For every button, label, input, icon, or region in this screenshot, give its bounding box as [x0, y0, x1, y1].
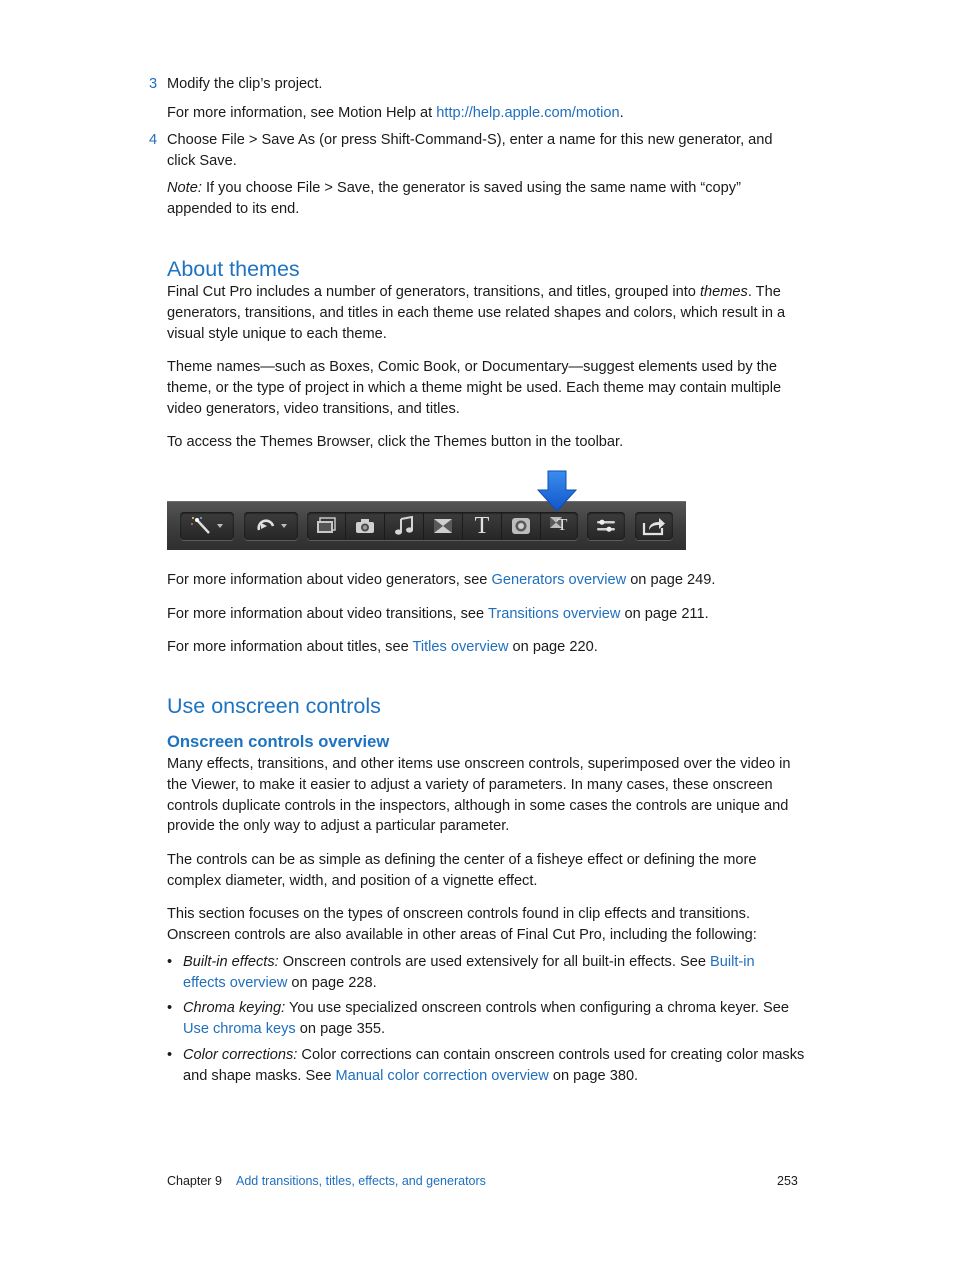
bullet-marker: •	[167, 1047, 173, 1063]
generators-overview-link[interactable]: Generators overview	[491, 572, 627, 588]
transitions-overview-link[interactable]: Transitions overview	[487, 606, 621, 622]
themes-title-glyph: T	[557, 515, 568, 534]
share-group	[635, 512, 673, 540]
section-heading-about-themes: About themes	[167, 257, 300, 281]
onscreen-paragraph-3: This section focuses on the types of onscreen controls found in clip effects and transitions. Onscreen controls are also available in other areas of Final Cut Pro, including the following:	[167, 906, 757, 943]
list-item	[183, 998, 793, 1040]
titles-overview-link[interactable]: Titles overview	[412, 639, 509, 655]
bullet-text-end: on page 355.	[295, 1020, 385, 1037]
themes-p1-text-end: . The generators, transitions, and titles in each theme use related shapes and colors, which result in a visual style unique to each theme.	[167, 284, 786, 342]
motion-help-paragraph	[167, 103, 807, 124]
more-info-text-end: on page 249.	[626, 572, 716, 588]
more-info-text-end: on page 211.	[620, 606, 709, 622]
bullet-text: Color corrections can contain onscreen controls used for creating color masks and shape masks. See	[183, 1047, 805, 1084]
step-number: 3	[149, 76, 158, 92]
step-text: Choose File > Save As (or press Shift-Command-S), enter a name for this new generator, and click Save.	[167, 132, 773, 169]
note-paragraph	[167, 178, 767, 220]
tool-group-2	[244, 512, 298, 540]
more-info-text: For more information about video generators, see	[167, 572, 492, 588]
bullet-text-end: on page 228.	[287, 974, 377, 991]
magic-wand-icon[interactable]	[180, 512, 234, 540]
more-info-text-end: on page 220.	[508, 639, 598, 655]
share-icon[interactable]	[635, 512, 673, 540]
toolbar-screenshot	[167, 501, 686, 550]
inspector-icon[interactable]	[587, 512, 625, 540]
more-info-titles	[167, 637, 807, 658]
built-in-effects-link[interactable]: Built-in effects overview	[183, 954, 755, 991]
list-item	[183, 952, 795, 994]
bullet-marker: •	[167, 1000, 173, 1016]
bullet-term: Color corrections:	[183, 1047, 298, 1063]
inspector-group	[587, 512, 625, 540]
themes-paragraph-1	[167, 282, 797, 344]
motion-help-text-end: .	[619, 105, 624, 121]
onscreen-paragraph-2: The controls can be as simple as defining the center of a fisheye effect or defining the more complex diameter, width, and position of a vignette effect.	[167, 852, 757, 889]
more-info-generators	[167, 570, 807, 591]
transitions-icon[interactable]	[424, 512, 463, 540]
footer-page-number: 253	[777, 1174, 798, 1188]
step-text: Modify the clip’s project.	[167, 76, 323, 92]
more-info-text: For more information about video transitions, see	[167, 606, 488, 622]
themes-icon[interactable]	[541, 512, 578, 540]
step-number: 4	[149, 132, 158, 148]
themes-paragraph-2: Theme names—such as Boxes, Comic Book, or Documentary—suggest elements used by the theme, or the type of project in which a theme might be used. Each theme may contain multiple video generators, video transitions, and titles.	[167, 359, 782, 417]
arrow-down-icon	[537, 470, 577, 512]
motion-help-link[interactable]: http://help.apple.com/motion	[436, 105, 620, 121]
onscreen-paragraph-1: Many effects, transitions, and other items use onscreen controls, superimposed over the video in the Viewer, to make it easier to adjust a variety of parameters. In many cases, these onscreen controls duplicate controls in the inspectors, although in some cases the controls are unique and provide the only way to adjust a particular parameter.	[167, 756, 791, 835]
tool-group-1	[180, 512, 234, 540]
note-label: Note:	[167, 180, 202, 196]
footer-chapter-link[interactable]: Add transitions, titles, effects, and generators	[236, 1174, 486, 1188]
retime-icon[interactable]	[244, 512, 298, 540]
footer-chapter: Chapter 9	[167, 1174, 222, 1188]
bullet-text: Onscreen controls are used extensively for all built-in effects. See	[278, 954, 710, 970]
motion-help-text: For more information, see Motion Help at	[167, 105, 437, 121]
bullet-term: Chroma keying:	[183, 1000, 286, 1016]
generators-icon[interactable]	[502, 512, 541, 540]
themes-p1-emphasis: themes	[699, 284, 748, 300]
clip-browser-icon[interactable]	[307, 512, 346, 540]
bullet-term: Built-in effects:	[183, 954, 279, 970]
bullet-text: You use specialized onscreen controls when configuring a chroma keyer. See	[285, 1000, 789, 1016]
themes-paragraph-3: To access the Themes Browser, click the Themes button in the toolbar.	[167, 434, 624, 450]
subheading-onscreen-overview: Onscreen controls overview	[167, 732, 390, 751]
more-info-text: For more information about titles, see	[167, 639, 413, 655]
photo-camera-icon[interactable]	[346, 512, 385, 540]
themes-p1-text: Final Cut Pro includes a number of generators, transitions, and titles, grouped into	[167, 284, 700, 300]
section-heading-onscreen-controls: Use onscreen controls	[167, 694, 381, 718]
browser-buttons-group	[307, 512, 578, 540]
color-correction-link[interactable]: Manual color correction overview	[335, 1067, 549, 1084]
bullet-text-end: on page 380.	[548, 1067, 639, 1084]
bullet-marker: •	[167, 954, 173, 970]
list-item	[183, 1045, 807, 1087]
note-text: If you choose File > Save, the generator is saved using the same name with “copy” appended to its end.	[167, 180, 741, 217]
music-note-icon[interactable]	[385, 512, 424, 540]
chroma-keys-link[interactable]: Use chroma keys	[183, 1020, 296, 1037]
titles-icon[interactable]: T	[463, 512, 502, 540]
more-info-transitions	[167, 604, 807, 625]
